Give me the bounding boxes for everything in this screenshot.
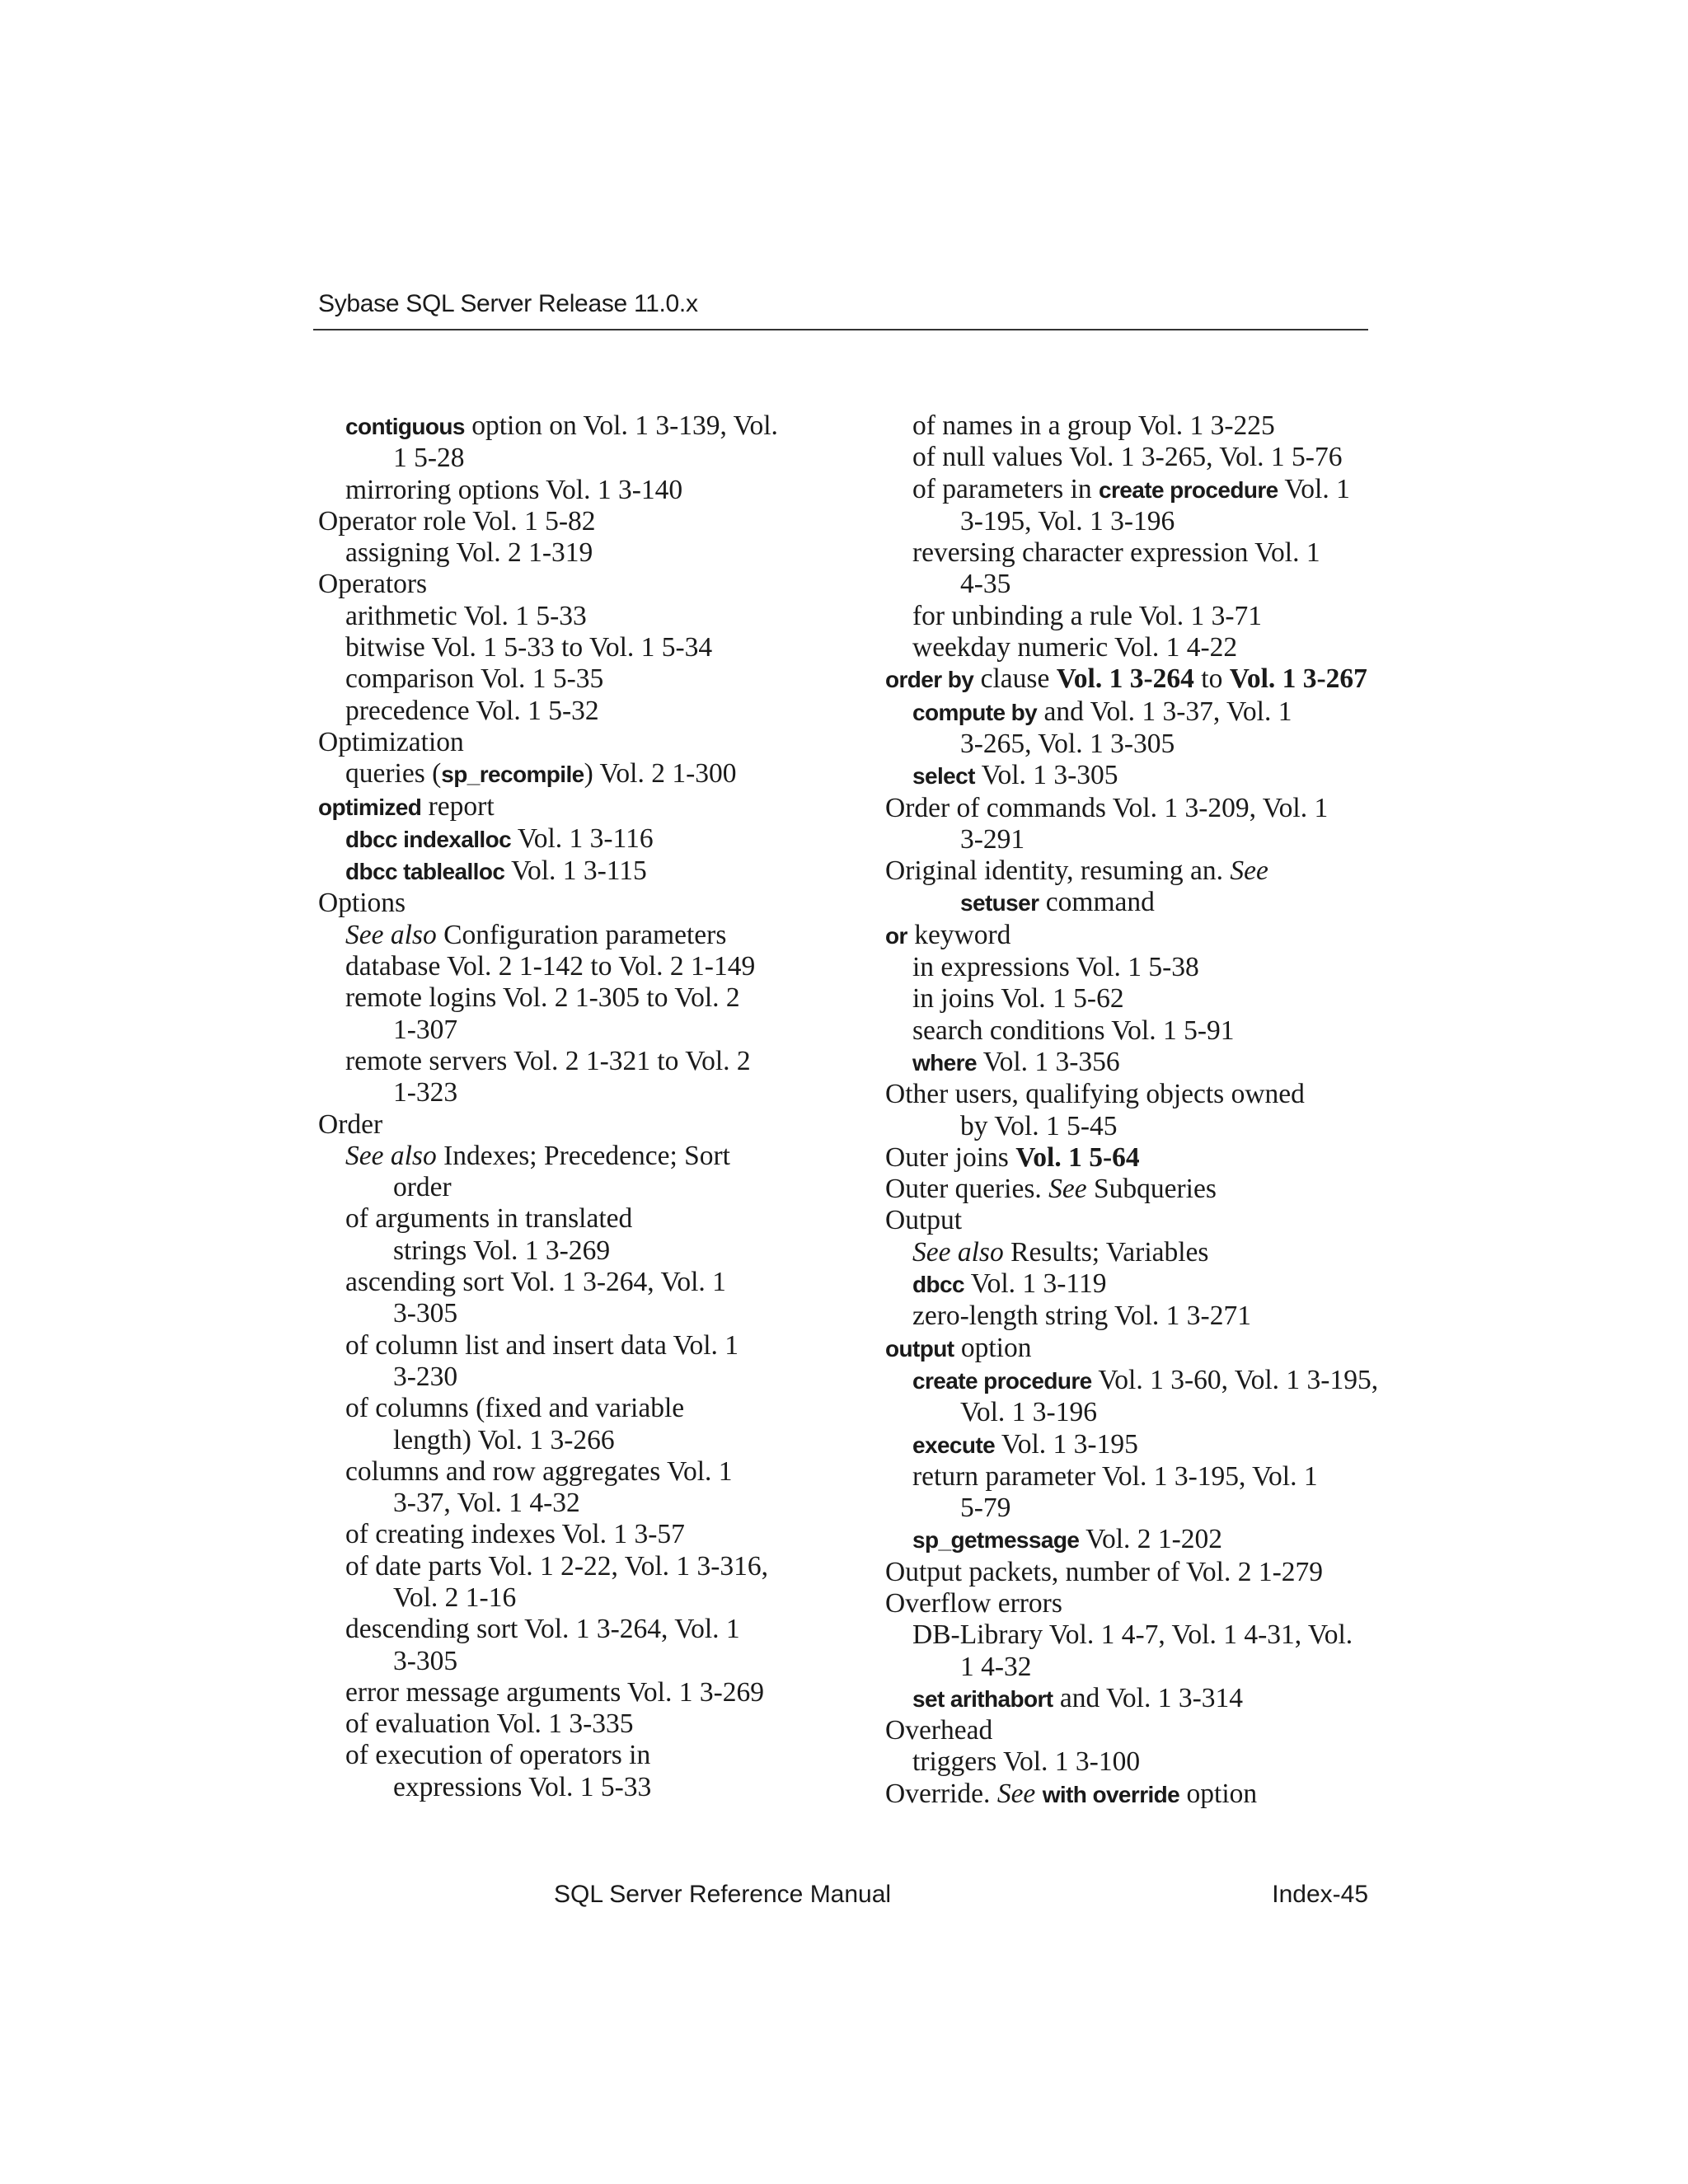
entry-continuation xyxy=(345,1015,846,1046)
entry-text-run: Vol. 1 3-356 xyxy=(976,1046,1120,1077)
entry-text-run: 3-305 xyxy=(393,1298,458,1329)
index-subentry xyxy=(318,475,846,506)
entry-text-run: See also xyxy=(345,919,437,950)
entry-text-run: assigning Vol. 2 1-319 xyxy=(345,537,593,569)
entry-text-run: 3-195, Vol. 1 3-196 xyxy=(960,505,1175,537)
index-subentry xyxy=(318,1740,846,1803)
entry-text-run: clause xyxy=(973,663,1057,695)
entry-text-run: Vol. 1 3-115 xyxy=(504,855,647,887)
footer-manual-title: SQL Server Reference Manual xyxy=(554,1881,892,1908)
entry-text-run: comparison Vol. 1 5-35 xyxy=(345,663,604,695)
entry-text-run: in joins Vol. 1 5-62 xyxy=(912,983,1124,1015)
index-subentry xyxy=(885,1619,1413,1683)
entry-text-run: Output xyxy=(885,1205,963,1236)
index-subentry xyxy=(885,1301,1413,1332)
index-subentry xyxy=(318,696,846,727)
entry-text-run: Overflow errors xyxy=(885,1587,1062,1619)
entry-text-run: dbcc tablealloc xyxy=(345,859,505,885)
index-entry xyxy=(318,569,846,600)
entry-text-run: See xyxy=(1230,855,1268,887)
entry-text-run: strings Vol. 1 3-269 xyxy=(393,1235,611,1266)
entry-text-run: option xyxy=(954,1332,1032,1363)
index-entry xyxy=(885,1588,1413,1619)
entry-text-run: search conditions Vol. 1 5-91 xyxy=(912,1015,1235,1046)
index-subentry xyxy=(885,1683,1413,1715)
index-entry xyxy=(318,888,846,919)
entry-text-run: of creating indexes Vol. 1 3-57 xyxy=(345,1519,685,1550)
index-subentry xyxy=(885,474,1413,538)
entry-text-run: Override. xyxy=(885,1778,997,1809)
index-entry xyxy=(885,1715,1413,1746)
entry-text-run: dbcc indexalloc xyxy=(345,826,512,852)
index-subentry xyxy=(885,1429,1413,1461)
entry-text-run: Order xyxy=(318,1108,383,1140)
index-entry xyxy=(318,727,846,758)
entry-text-run: for unbinding a rule Vol. 1 3-71 xyxy=(912,600,1262,631)
entry-text-run: arithmetic Vol. 1 5-33 xyxy=(345,600,587,631)
entry-text-run: reversing character expression Vol. 1 xyxy=(912,537,1320,569)
page-header-title: Sybase SQL Server Release 11.0.x xyxy=(318,290,698,317)
index-subentry xyxy=(318,951,846,982)
entry-text-run: 3-291 xyxy=(960,823,1025,855)
entry-continuation xyxy=(345,1582,846,1614)
entry-text-run: Vol. 1 xyxy=(1278,473,1350,504)
entry-text-run: set arithabort xyxy=(912,1685,1053,1712)
entry-text-run: 3-230 xyxy=(393,1361,458,1392)
entry-text-run: dbcc xyxy=(912,1272,964,1298)
index-subentry xyxy=(885,1015,1413,1047)
entry-text-run: Vol. 1 3-305 xyxy=(974,760,1118,791)
index-column-right xyxy=(885,410,1413,1811)
index-subentry xyxy=(318,758,846,790)
index-subentry xyxy=(885,1237,1413,1268)
entry-text-run: where xyxy=(912,1049,977,1076)
entry-text-run: See xyxy=(1048,1174,1087,1205)
index-subentry xyxy=(885,1461,1413,1525)
index-subentry xyxy=(318,855,846,888)
entry-text-run: Vol. 2 1-202 xyxy=(1079,1524,1223,1555)
entry-continuation xyxy=(345,1646,846,1677)
index-subentry xyxy=(318,1141,846,1204)
entry-text-run: See xyxy=(996,1778,1036,1809)
index-subentry xyxy=(318,1393,846,1456)
entry-continuation xyxy=(345,443,846,474)
index-subentry xyxy=(318,920,846,951)
entry-text-run: Subqueries xyxy=(1086,1174,1217,1205)
index-subentry xyxy=(318,663,846,695)
index-subentry xyxy=(318,1614,846,1677)
index-subentry xyxy=(885,760,1413,792)
entry-text-run: setuser xyxy=(960,890,1039,916)
entry-text-run: keyword xyxy=(907,919,1011,950)
entry-text-run: of evaluation Vol. 1 3-335 xyxy=(345,1708,634,1740)
entry-text-run: Operators xyxy=(318,569,428,600)
entry-text-run: Vol. 1 3-267 xyxy=(1229,663,1367,695)
entry-text-run: Vol. 1 3-119 xyxy=(964,1268,1107,1300)
entry-text-run: DB-Library Vol. 1 4-7, Vol. 1 4-31, Vol. xyxy=(912,1619,1353,1651)
index-subentry xyxy=(885,410,1413,442)
index-entry xyxy=(885,793,1413,856)
index-subentry xyxy=(885,1746,1413,1778)
entry-text-run: sp_getmessage xyxy=(912,1527,1080,1554)
index-entry xyxy=(318,791,846,823)
entry-text-run: 1-323 xyxy=(393,1077,458,1108)
entry-text-run: create procedure xyxy=(912,1367,1092,1394)
index-subentry xyxy=(318,537,846,569)
entry-continuation xyxy=(912,729,1413,760)
entry-text-run: Vol. 1 3-60, Vol. 1 3-195, xyxy=(1091,1364,1379,1395)
index-subentry xyxy=(885,1365,1413,1429)
index-subentry xyxy=(885,1268,1413,1301)
entry-continuation xyxy=(345,1488,846,1519)
entry-text-run: Results; Variables xyxy=(1003,1236,1209,1268)
entry-text-run: triggers Vol. 1 3-100 xyxy=(912,1746,1141,1778)
entry-text-run: of arguments in translated xyxy=(345,1203,633,1235)
index-subentry xyxy=(885,442,1413,473)
index-subentry xyxy=(318,1330,846,1394)
entry-continuation xyxy=(885,1111,1413,1142)
index-entry xyxy=(885,663,1413,696)
entry-text-run: Optimization xyxy=(318,726,464,757)
entry-text-run: error message arguments Vol. 1 3-269 xyxy=(345,1676,764,1708)
entry-text-run: See also xyxy=(345,1140,437,1171)
entry-text-run: Vol. 2 1-16 xyxy=(393,1582,517,1613)
index-entry xyxy=(318,506,846,537)
entry-text-run: Original identity, resuming an. xyxy=(885,855,1231,887)
entry-text-run: queries ( xyxy=(345,758,442,790)
index-subentry xyxy=(318,1456,846,1520)
entry-continuation xyxy=(345,1772,846,1803)
entry-text-run xyxy=(1035,1779,1042,1809)
entry-text-run: 1 5-28 xyxy=(393,443,465,474)
entry-text-run: with override xyxy=(1042,1781,1180,1807)
entry-text-run: by Vol. 1 5-45 xyxy=(960,1110,1118,1141)
entry-text-run: of names in a group Vol. 1 3-225 xyxy=(912,410,1275,441)
index-subentry xyxy=(318,1519,846,1550)
entry-text-run: order by xyxy=(885,667,974,693)
entry-text-run: in expressions Vol. 1 5-38 xyxy=(912,952,1199,983)
index-subentry xyxy=(318,1203,846,1267)
entry-text-run: of null values Vol. 1 3-265, Vol. 1 5-76 xyxy=(912,442,1343,473)
index-column-left xyxy=(318,410,846,1803)
entry-text-run: database Vol. 2 1-142 to Vol. 2 1-149 xyxy=(345,951,756,982)
index-subentry xyxy=(885,983,1413,1015)
entry-continuation xyxy=(345,1235,846,1267)
index-entry xyxy=(885,1174,1413,1205)
entry-text-run: mirroring options Vol. 1 3-140 xyxy=(345,474,683,505)
entry-text-run: Vol. 1 3-264 xyxy=(1056,663,1194,695)
index-subentry xyxy=(885,1047,1413,1079)
entry-text-run: of columns (fixed and variable xyxy=(345,1393,685,1424)
index-subentry xyxy=(318,1551,846,1615)
entry-text-run: Vol. 1 3-116 xyxy=(511,823,654,854)
entry-text-run: optimized xyxy=(318,794,422,820)
entry-text-run: columns and row aggregates Vol. 1 xyxy=(345,1455,733,1487)
entry-text-run: contiguous xyxy=(345,414,465,439)
index-entry xyxy=(885,855,1413,920)
index-subentry xyxy=(318,601,846,632)
entry-text-run: Vol. 1 5-64 xyxy=(1015,1141,1140,1173)
index-subentry xyxy=(318,632,846,663)
entry-text-run: Other users, qualifying objects owned xyxy=(885,1079,1305,1110)
entry-text-run: See also xyxy=(912,1236,1004,1268)
index-subentry xyxy=(885,632,1413,663)
entry-text-run: option on Vol. 1 3-139, Vol. xyxy=(464,410,778,441)
entry-text-run: report xyxy=(421,790,495,822)
entry-text-run: Outer joins xyxy=(885,1141,1016,1173)
entry-text-run: Overhead xyxy=(885,1715,993,1746)
index-subentry xyxy=(885,696,1413,761)
entry-continuation xyxy=(912,506,1413,537)
entry-text-run: Configuration parameters xyxy=(436,919,727,950)
entry-text-run: 3-37, Vol. 1 4-32 xyxy=(393,1488,580,1519)
index-subentry xyxy=(318,1046,846,1109)
entry-continuation xyxy=(345,1077,846,1108)
entry-text-run: and Vol. 1 3-314 xyxy=(1053,1682,1244,1713)
entry-text-run: and Vol. 1 3-37, Vol. 1 xyxy=(1037,696,1292,727)
entry-text-run: zero-length string Vol. 1 3-271 xyxy=(912,1301,1251,1332)
index-entry xyxy=(885,1557,1413,1588)
entry-text-run: compute by xyxy=(912,699,1038,725)
index-entry xyxy=(885,920,1413,952)
entry-continuation xyxy=(912,1493,1413,1524)
index-subentry xyxy=(318,1677,846,1708)
entry-continuation xyxy=(345,1425,846,1456)
entry-text-run: remote logins Vol. 2 1-305 to Vol. 2 xyxy=(345,982,740,1014)
entry-continuation xyxy=(345,1298,846,1329)
entry-continuation xyxy=(345,1361,846,1393)
entry-text-run: 1 4-32 xyxy=(960,1651,1032,1682)
entry-text-run: Outer queries. xyxy=(885,1174,1049,1205)
entry-text-run: of execution of operators in xyxy=(345,1740,651,1771)
index-subentry xyxy=(885,1524,1413,1556)
index-entry xyxy=(885,1779,1413,1811)
entry-text-run: Order of commands Vol. 1 3-209, Vol. 1 xyxy=(885,792,1329,823)
entry-continuation xyxy=(912,569,1413,600)
entry-text-run: to xyxy=(1193,663,1230,695)
entry-text-run: of column list and insert data Vol. 1 xyxy=(345,1329,739,1361)
entry-continuation xyxy=(885,887,1413,919)
index-entry xyxy=(318,1109,846,1141)
entry-continuation xyxy=(912,1397,1413,1428)
entry-text-run: return parameter Vol. 1 3-195, Vol. 1 xyxy=(912,1460,1318,1492)
entry-text-run: of date parts Vol. 1 2-22, Vol. 1 3-316, xyxy=(345,1550,769,1582)
index-entry xyxy=(885,1142,1413,1174)
entry-continuation xyxy=(885,824,1413,855)
entry-text-run: precedence Vol. 1 5-32 xyxy=(345,695,599,726)
entry-text-run: Vol. 1 3-195 xyxy=(995,1428,1138,1460)
entry-text-run: Indexes; Precedence; Sort xyxy=(436,1140,730,1171)
entry-text-run: 1-307 xyxy=(393,1014,458,1045)
index-entry xyxy=(885,1079,1413,1142)
entry-continuation xyxy=(912,1652,1413,1683)
entry-text-run: or xyxy=(885,922,907,949)
index-subentry xyxy=(885,601,1413,632)
index-subentry xyxy=(885,952,1413,983)
entry-text-run: 5-79 xyxy=(960,1493,1011,1524)
index-subentry xyxy=(885,537,1413,601)
header-rule xyxy=(313,329,1368,330)
entry-text-run: Vol. 1 3-196 xyxy=(960,1397,1097,1428)
entry-text-run: command xyxy=(1039,887,1155,918)
entry-text-run: sp_recompile xyxy=(441,762,584,788)
index-subentry xyxy=(318,982,846,1046)
entry-text-run: expressions Vol. 1 5-33 xyxy=(393,1771,652,1802)
entry-text-run: create procedure xyxy=(1099,476,1278,503)
entry-text-run: of parameters in xyxy=(912,473,1100,504)
entry-text-run: output xyxy=(885,1335,954,1361)
entry-text-run: ) Vol. 2 1-300 xyxy=(584,758,737,790)
entry-text-run: Output packets, number of Vol. 2 1-279 xyxy=(885,1556,1323,1587)
entry-text-run: Operator role Vol. 1 5-82 xyxy=(318,505,596,537)
entry-text-run: remote servers Vol. 2 1-321 to Vol. 2 xyxy=(345,1045,751,1076)
entry-continuation xyxy=(345,1172,846,1203)
index-subentry xyxy=(318,1708,846,1740)
entry-text-run: length) Vol. 1 3-266 xyxy=(393,1424,615,1455)
entry-text-run: Options xyxy=(318,888,406,919)
entry-text-run: 4-35 xyxy=(960,569,1011,600)
entry-text-run: 3-265, Vol. 1 3-305 xyxy=(960,728,1175,759)
entry-text-run: order xyxy=(393,1172,452,1203)
index-subentry xyxy=(318,410,846,475)
entry-text-run: descending sort Vol. 1 3-264, Vol. 1 xyxy=(345,1614,740,1645)
index-entry xyxy=(885,1333,1413,1365)
entry-text-run: option xyxy=(1179,1778,1258,1809)
entry-text-run: 3-305 xyxy=(393,1645,458,1676)
index-entry xyxy=(885,1205,1413,1236)
entry-text-run: execute xyxy=(912,1432,996,1458)
footer-page-number: Index-45 xyxy=(1272,1881,1368,1908)
index-subentry xyxy=(318,1267,846,1330)
entry-text-run: select xyxy=(912,763,975,790)
entry-text-run: ascending sort Vol. 1 3-264, Vol. 1 xyxy=(345,1267,726,1298)
entry-text-run: weekday numeric Vol. 1 4-22 xyxy=(912,632,1238,663)
index-subentry xyxy=(318,823,846,855)
entry-text-run: bitwise Vol. 1 5-33 to Vol. 1 5-34 xyxy=(345,632,713,663)
